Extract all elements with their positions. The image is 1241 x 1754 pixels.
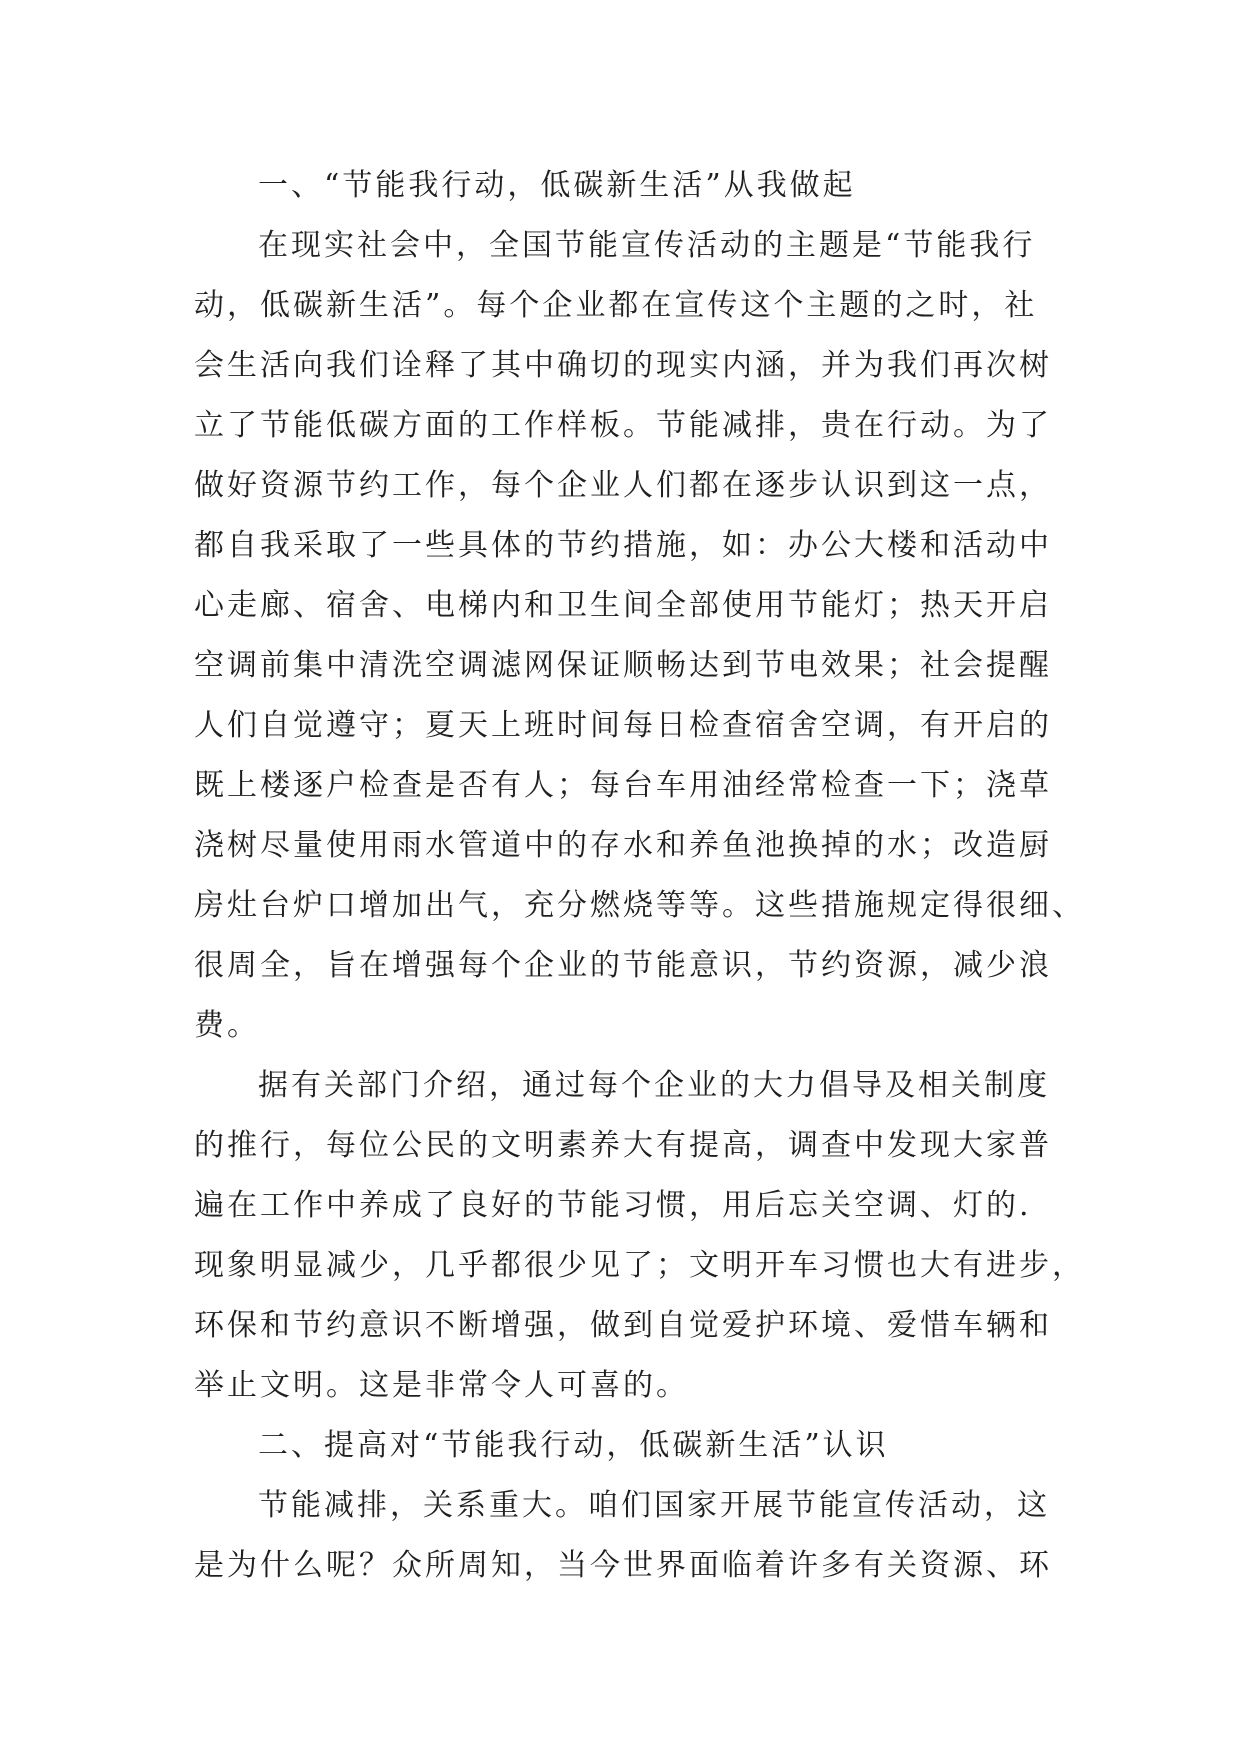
paragraph-line: 房灶台炉口增加出气，充分燃烧等等。这些措施规定得很细、: [194, 888, 1085, 923]
paragraph-line: 费。: [194, 1008, 260, 1043]
paragraph-line: 举止文明。这是非常令人可喜的。: [194, 1368, 689, 1403]
paragraph-line: 心走廊、宿舍、电梯内和卫生间全部使用节能灯；热天开启: [194, 588, 1052, 623]
document-body: [194, 156, 1085, 1596]
paragraph-line: 是为什么呢？众所周知，当今世界面临着许多有关资源、环: [194, 1548, 1052, 1583]
paragraph-line: 现象明显减少，几乎都很少见了；文明开车习惯也大有进步，: [194, 1248, 1085, 1283]
paragraph-line: 动，低碳新生活”。每个企业都在宣传这个主题的之时，社: [194, 288, 1038, 323]
paragraph-line: 人们自觉遵守；夏天上班时间每日检查宿舍空调，有开启的: [194, 708, 1052, 743]
paragraph-line: 做好资源节约工作，每个企业人们都在逐步认识到这一点，: [194, 468, 1052, 503]
paragraph-line: 的推行，每位公民的文明素养大有提高，调查中发现大家普: [194, 1128, 1052, 1163]
paragraph-line: 立了节能低碳方面的工作样板。节能减排，贵在行动。为了: [194, 408, 1052, 443]
paragraph-line: 很周全，旨在增强每个企业的节能意识，节约资源，减少浪: [194, 948, 1052, 983]
paragraph-line: 都自我采取了一些具体的节约措施，如：办公大楼和活动中: [194, 528, 1052, 563]
paragraph-line: 在现实社会中，全国节能宣传活动的主题是“节能我行: [258, 228, 1036, 263]
section-heading-1: 一、“节能我行动，低碳新生活”从我做起: [258, 168, 856, 203]
paragraph-line: 环保和节约意识不断增强，做到自觉爱护环境、爱惜车辆和: [194, 1308, 1052, 1343]
paragraph-line: 既上楼逐户检查是否有人；每台车用油经常检查一下；浇草: [194, 768, 1052, 803]
section-heading-2: 二、提高对“节能我行动，低碳新生活”认识: [258, 1428, 889, 1463]
paragraph-line: 空调前集中清洗空调滤网保证顺畅达到节电效果；社会提醒: [194, 648, 1052, 683]
paragraph-line: 据有关部门介绍，通过每个企业的大力倡导及相关制度: [258, 1068, 1050, 1103]
paragraph-line: 遍在工作中养成了良好的节能习惯，用后忘关空调、灯的.: [194, 1188, 1032, 1223]
paragraph-line: 会生活向我们诠释了其中确切的现实内涵，并为我们再次树: [194, 348, 1052, 383]
paragraph-line: 节能减排，关系重大。咱们国家开展节能宣传活动，这: [258, 1488, 1050, 1523]
paragraph-line: 浇树尽量使用雨水管道中的存水和养鱼池换掉的水；改造厨: [194, 828, 1052, 863]
